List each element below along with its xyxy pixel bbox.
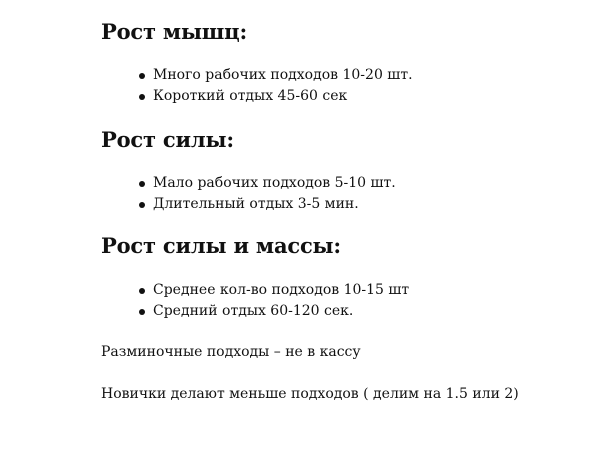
bullet-icon <box>139 309 145 315</box>
section-heading-strength-growth: Рост силы: <box>101 127 234 152</box>
list-item <box>139 173 396 194</box>
bullet-list-muscle-growth <box>139 65 413 107</box>
list-item <box>139 65 413 86</box>
list-item <box>139 86 413 107</box>
list-item-text: Средний отдых 60-120 сек. <box>153 303 354 319</box>
list-item-text: Длительный отдых 3-5 мин. <box>153 196 359 212</box>
list-item-text: Мало рабочих подходов 5-10 шт. <box>153 175 396 191</box>
bullet-list-strength-and-mass <box>139 280 409 322</box>
bullet-icon <box>139 288 145 294</box>
bullet-icon <box>139 202 145 208</box>
list-item <box>139 280 409 301</box>
list-item-text: Короткий отдых 45-60 сек <box>153 88 348 104</box>
list-item <box>139 301 409 322</box>
list-item-text: Среднее кол-во подходов 10-15 шт <box>153 282 410 298</box>
note-beginners: Новички делают меньше подходов ( делим на 1.5 или 2) <box>101 386 519 402</box>
list-item-text: Много рабочих подходов 10-20 шт. <box>153 67 413 83</box>
list-item <box>139 194 396 215</box>
bullet-icon <box>139 73 145 79</box>
section-heading-strength-and-mass: Рост силы и массы: <box>101 233 341 258</box>
section-heading-muscle-growth: Рост мышц: <box>101 19 248 44</box>
bullet-icon <box>139 94 145 100</box>
note-warmup-sets: Разминочные подходы – не в кассу <box>101 344 361 360</box>
bullet-list-strength-growth <box>139 173 396 215</box>
bullet-icon <box>139 181 145 187</box>
